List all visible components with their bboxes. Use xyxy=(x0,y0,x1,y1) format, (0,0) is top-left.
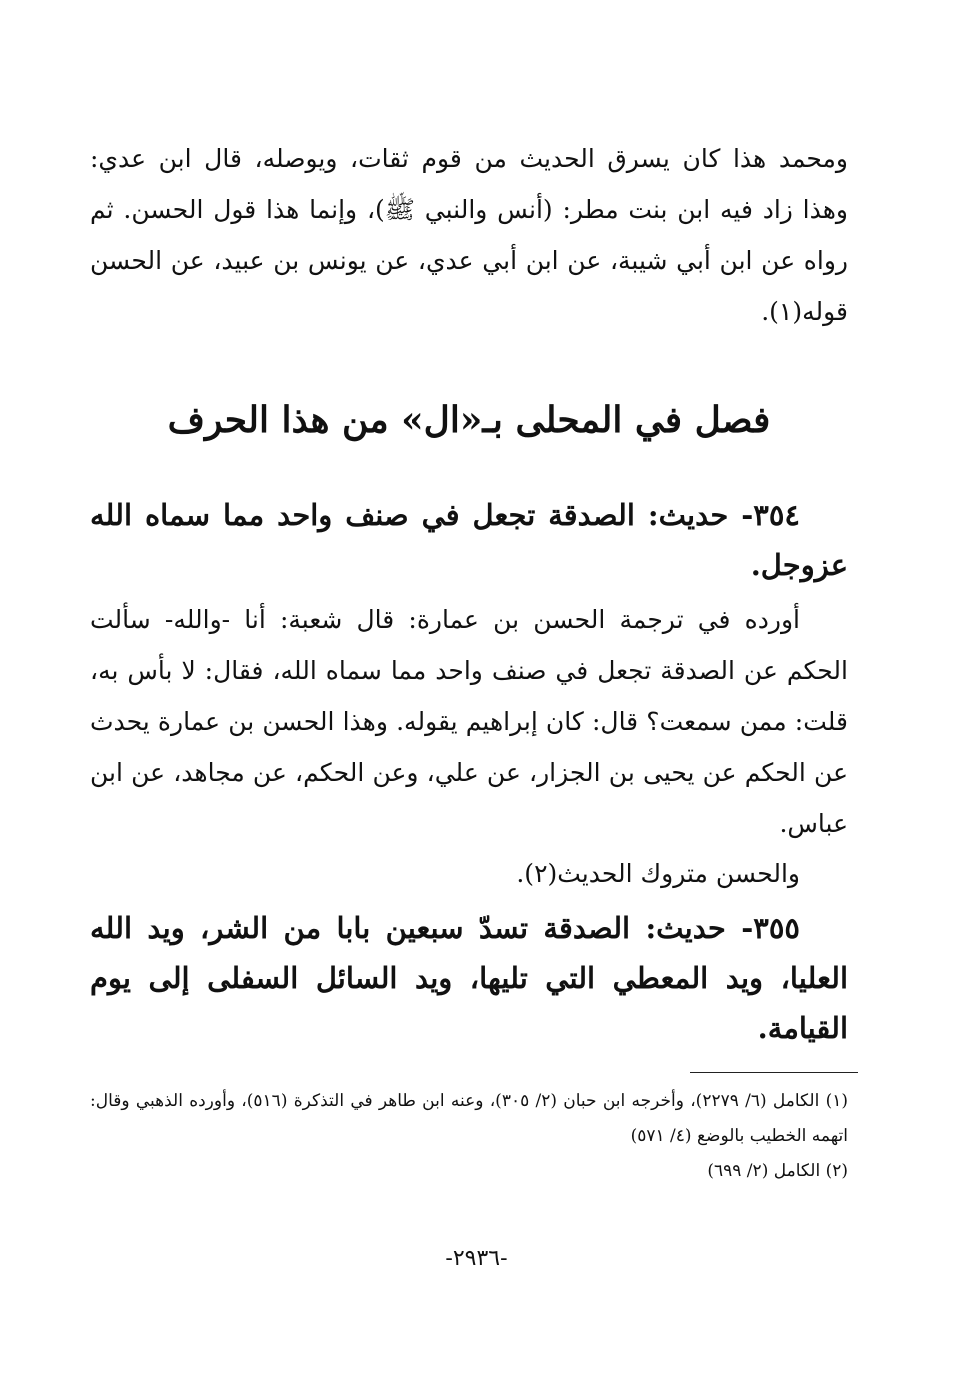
hadith-354-verdict-block xyxy=(90,848,848,899)
hadith-355-title-block xyxy=(90,903,848,1053)
hadith-354-number: ٣٥٤- xyxy=(741,498,800,532)
hadith-354-text: حديث: الصدقة تجعل في صنف واحد مما سماه الله عزوجل. xyxy=(90,498,848,582)
hadith-354-title-block xyxy=(90,490,848,590)
intro-paragraph-block xyxy=(90,133,848,337)
hadith-355-number: ٣٥٥- xyxy=(741,911,800,945)
hadith-355-title xyxy=(90,903,848,1053)
hadith-354-title xyxy=(90,490,848,590)
hadith-355-text: حديث: الصدقة تسدّ سبعين بابا من الشر، ويد الله العليا، ويد المعطي التي تليها، ويد السائل السفلى إلى يوم القيامة. xyxy=(90,911,848,1045)
hadith-354-commentary: أورده في ترجمة الحسن بن عمارة: قال شعبة: أنا -والله- سألت الحكم عن الصدقة تجعل في صنف واحد مما سماه الله، فقال: لا بأس به، قلت: ممن سمعت؟ قال: كان إبراهيم يقوله. وهذا الحسن بن عمارة يحدث عن الحكم عن يحيى بن الجزار، عن علي، وعن الحكم، عن مجاهد، عن ابن عباس. xyxy=(90,605,848,838)
footnote-2: (٢) الكامل (٢/ ٦٩٩) xyxy=(707,1161,848,1181)
footnote-1: (١) الكامل (٦/ ٢٢٧٩)، وأخرجه ابن حبان (٢/ ٣٠٥)، وعنه ابن طاهر في التذكرة (٥١٦)، وأورده الذهبي وقال: اتهمه الخطيب بالوضع (٤/ ٥٧١) xyxy=(90,1091,849,1146)
intro-paragraph: ومحمد هذا كان يسرق الحديث من قوم ثقات، ويوصله، قال ابن عدي: وهذا زاد فيه ابن بنت مطر: (أنس والنبي ﷺ)، وإنما هذا قول الحسن. ثم رواه عن ابن أبي شيبة، عن ابن أبي عدي، عن يونس بن عبيد، عن الحسن قوله(١). xyxy=(90,144,848,326)
hadith-354-commentary-block xyxy=(90,594,848,849)
section-heading: فصل في المحلى بـ«ال» من هذا الحرف xyxy=(167,399,771,441)
hadith-354-verdict: والحسن متروك الحديث(٢). xyxy=(516,859,800,888)
footnotes xyxy=(90,1084,848,1189)
footnote-divider xyxy=(690,1072,858,1073)
page-number: -٢٩٣٦- xyxy=(445,1246,508,1271)
